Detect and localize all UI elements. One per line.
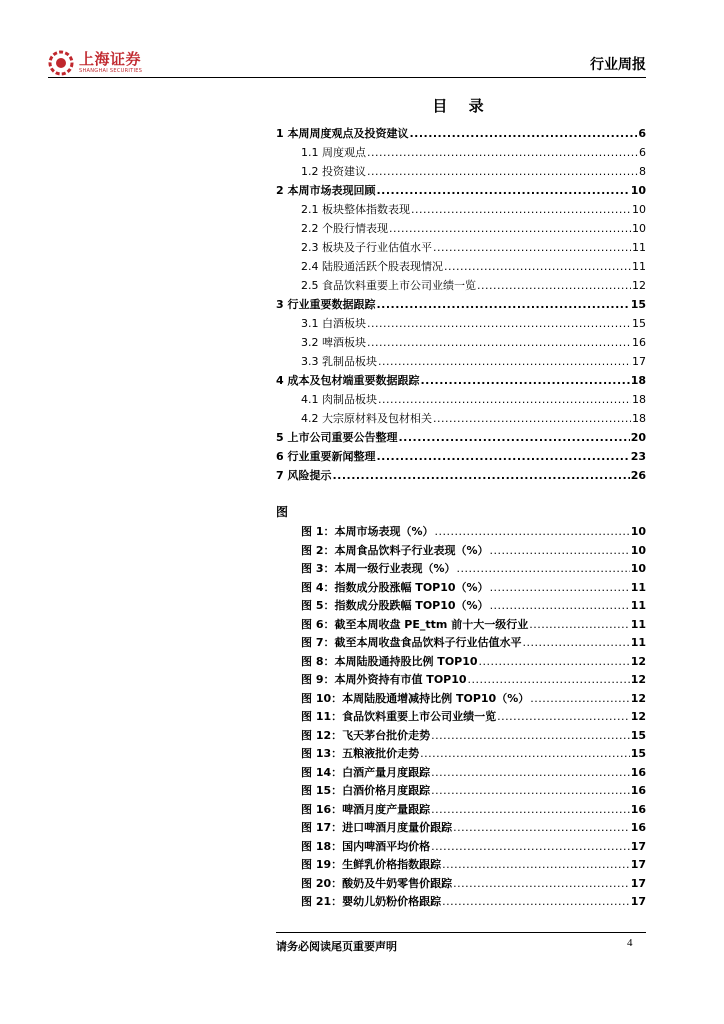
toc-entry-page: 15 [630,298,646,311]
toc-leader-dots [378,391,631,409]
toc-leader-dots [409,125,637,143]
toc-entry-title: 2 本周市场表现回顾 [276,184,376,197]
figure-entry[interactable] [301,560,646,578]
toc-entry[interactable] [301,163,646,181]
figure-leader-dots [468,671,630,689]
figure-entry-title: 图 21：婴幼儿奶粉价格跟踪 [301,895,442,908]
figure-entry-page: 11 [630,580,646,594]
toc-entry-page: 6 [638,127,646,140]
company-logo [48,50,142,76]
figure-entry-title: 图 7：截至本周收盘食品饮料子行业估值水平 [301,636,522,649]
figure-entry-page: 12 [630,654,646,668]
figure-entry[interactable] [301,653,646,671]
figure-entry[interactable] [301,671,646,689]
toc-entry-page: 11 [632,260,646,273]
footer-divider [276,932,646,933]
toc-leader-dots [444,258,631,276]
figure-leader-dots [431,782,630,800]
figure-entry-title: 图 3：本周一级行业表现（%） [301,562,456,575]
toc-entry-title: 2.4 陆股通活跃个股表现情况 [301,260,443,273]
figure-entry-page: 17 [630,839,646,853]
figure-entry-title: 图 16：啤酒月度产量跟踪 [301,802,431,816]
figure-entry-title: 图 13：五粮液批价走势 [301,747,420,760]
figure-entry-page: 11 [630,599,646,612]
toc-entry[interactable] [301,220,646,238]
toc-leader-dots [376,182,629,200]
figure-entry-page: 12 [630,691,646,705]
toc-entry[interactable] [276,448,646,466]
figure-leader-dots [442,856,630,874]
toc-entry-page: 10 [630,184,646,197]
toc-leader-dots [398,429,629,447]
figure-leader-dots [453,875,630,893]
figure-entry-page: 10 [630,562,646,575]
figure-leader-dots [435,523,630,541]
figure-entry-title: 图 17：进口啤酒月度量价跟踪 [301,821,453,834]
figure-leader-dots [431,838,630,856]
figure-entry-page: 16 [630,784,646,797]
figure-leader-dots [431,727,630,745]
toc-entry[interactable] [276,372,646,390]
toc-entry-page: 18 [632,393,646,406]
figure-entry[interactable] [301,597,646,615]
figure-entry-page: 12 [630,710,646,723]
figure-entry-page: 17 [630,858,646,871]
logo-emblem-icon [48,50,74,76]
figure-entry[interactable] [301,782,646,800]
logo-name-cn: 上海证券 [79,50,142,68]
toc-entry[interactable] [276,429,646,447]
figure-entry-title: 图 11：食品饮料重要上市公司业绩一览 [301,710,497,723]
figure-entry[interactable] [301,819,646,837]
toc-entry-page: 23 [630,450,646,463]
toc-leader-dots [477,277,631,295]
toc-entry-title: 7 风险提示 [276,469,332,482]
toc-entry[interactable] [301,258,646,276]
toc-entry-page: 20 [630,431,646,444]
toc-entry[interactable] [301,201,646,219]
toc-entry[interactable] [301,144,646,162]
toc-entry-page: 8 [639,165,646,178]
figure-leader-dots [453,819,630,837]
figure-entry[interactable] [301,690,646,708]
figure-entry-page: 11 [630,636,646,649]
toc-entry-title: 6 行业重要新闻整理 [276,450,376,463]
toc-entry-page: 6 [639,146,646,159]
toc-entry-title: 4 成本及包材端重要数据跟踪 [276,374,420,387]
figure-entry[interactable] [301,579,646,597]
figure-leader-dots [529,616,629,634]
figure-entry-page: 16 [630,821,646,834]
toc-entry-title: 1.1 周度观点 [301,146,366,159]
toc-leader-dots [376,448,629,466]
toc-entry[interactable] [301,391,646,409]
figure-entry[interactable] [301,542,646,560]
toc-leader-dots [367,144,638,162]
toc-leader-dots [433,410,631,428]
figure-leader-dots [530,690,629,708]
figure-entry-title: 图 9：本周外资持有市值 TOP10 [301,673,467,686]
figure-entry-page: 10 [630,543,646,557]
figure-entry-page: 17 [630,876,646,890]
figure-entry[interactable] [301,708,646,726]
figure-entry-title: 图 20：酸奶及牛奶零售价跟踪 [301,876,453,890]
toc-entry-title: 3.2 啤酒板块 [301,336,366,349]
toc-entry-page: 26 [630,469,646,482]
toc-leader-dots [433,239,631,257]
toc-entry[interactable] [276,125,646,143]
toc-entry-page: 12 [632,279,646,292]
figure-leader-dots [522,634,629,652]
figure-entry-title: 图 4：指数成分股涨幅 TOP10（%） [301,580,489,594]
figure-entry[interactable] [301,764,646,782]
toc-entry-title: 2.1 板块整体指数表现 [301,203,410,216]
figure-entry-title: 图 18：国内啤酒平均价格 [301,839,431,853]
toc-entry[interactable] [301,334,646,352]
toc-title: 目 录 [432,97,492,115]
logo-name-en: SHANGHAI SECURITIES [79,68,143,74]
toc-leader-dots [367,163,638,181]
figure-entry[interactable] [301,875,646,893]
figure-leader-dots [431,801,630,819]
toc-entry-title: 1 本周周度观点及投资建议 [276,127,409,140]
toc-entry[interactable] [301,239,646,257]
toc-entry-page: 17 [632,355,646,368]
figure-leader-dots [431,764,630,782]
figure-entry-page: 10 [630,525,646,538]
toc-entry-title: 4.1 肉制品板块 [301,393,377,406]
figure-entry-title: 图 19：生鲜乳价格指数跟踪 [301,858,442,871]
figure-entry-title: 图 2：本周食品饮料子行业表现（%） [301,543,489,557]
figure-entry-title: 图 14：白酒产量月度跟踪 [301,765,431,779]
toc-entry[interactable] [276,296,646,314]
figure-entry-page: 11 [630,617,646,631]
toc-leader-dots [420,372,629,390]
figure-leader-dots [490,597,630,615]
toc-entry-title: 4.2 大宗原材料及包材相关 [301,412,432,425]
toc-entry-title: 3 行业重要数据跟踪 [276,298,376,311]
figure-entry-page: 15 [630,728,646,742]
figure-entry[interactable] [301,893,646,911]
toc-entry-page: 18 [630,374,646,387]
figure-entry[interactable] [301,838,646,856]
toc-entry-page: 11 [632,241,646,254]
figure-entry-title: 图 1：本周市场表现（%） [301,525,434,538]
header-divider [48,77,646,78]
figure-leader-dots [457,560,630,578]
toc-entry-title: 5 上市公司重要公告整理 [276,431,398,444]
figure-entry-page: 16 [630,802,646,816]
figure-entry-page: 17 [630,895,646,908]
toc-leader-dots [376,296,629,314]
figure-leader-dots [490,579,630,597]
figure-entry[interactable] [301,523,646,541]
page-header [48,50,646,80]
toc-leader-dots [332,467,629,485]
toc-entry[interactable] [301,353,646,371]
figure-entry[interactable] [301,801,646,819]
figure-leader-dots [420,745,630,763]
figure-leader-dots [490,542,630,560]
figure-entry-title: 图 6：截至本周收盘 PE_ttm 前十大一级行业 [301,617,529,631]
figure-entry-title: 图 5：指数成分股跌幅 TOP10（%） [301,599,489,612]
figure-entry-page: 16 [630,765,646,779]
toc-entry-title: 3.3 乳制品板块 [301,355,377,368]
figure-list-heading: 图 [276,505,289,519]
figure-entry-title: 图 8：本周陆股通持股比例 TOP10 [301,654,478,668]
toc-entry[interactable] [276,467,646,485]
toc-entry[interactable] [301,410,646,428]
toc-leader-dots [411,201,631,219]
toc-leader-dots [389,220,631,238]
toc-entry-title: 1.2 投资建议 [301,165,366,178]
figure-entry-title: 图 15：白酒价格月度跟踪 [301,784,431,797]
toc-entry-page: 10 [632,222,646,235]
figure-leader-dots [479,653,630,671]
footer-disclaimer: 请务必阅读尾页重要声明 [276,940,397,953]
figure-entry[interactable] [301,616,646,634]
figure-entry-title: 图 12：飞天茅台批价走势 [301,728,431,742]
toc-entry[interactable] [276,182,646,200]
figure-entry[interactable] [301,727,646,745]
figure-entry-page: 12 [630,673,646,686]
toc-entry-page: 15 [632,317,646,330]
figure-entry[interactable] [301,856,646,874]
figure-entry[interactable] [301,634,646,652]
figure-leader-dots [497,708,630,726]
toc-entry[interactable] [301,315,646,333]
figure-entry[interactable] [301,745,646,763]
toc-entry-title: 2.2 个股行情表现 [301,222,388,235]
toc-entry[interactable] [301,277,646,295]
toc-entry-title: 2.3 板块及子行业估值水平 [301,241,432,254]
toc-entry-page: 10 [632,203,646,216]
toc-entry-page: 16 [632,336,646,349]
toc-leader-dots [367,315,631,333]
page-number: 4 [627,937,633,949]
toc-leader-dots [367,334,631,352]
toc-entry-page: 18 [632,412,646,425]
figure-leader-dots [442,893,630,911]
toc-leader-dots [378,353,631,371]
toc-entry-title: 2.5 食品饮料重要上市公司业绩一览 [301,279,476,292]
figure-entry-page: 15 [630,747,646,760]
report-type-label: 行业周报 [590,57,646,73]
toc-entry-title: 3.1 白酒板块 [301,317,366,330]
figure-entry-title: 图 10：本周陆股通增减持比例 TOP10（%） [301,691,530,705]
